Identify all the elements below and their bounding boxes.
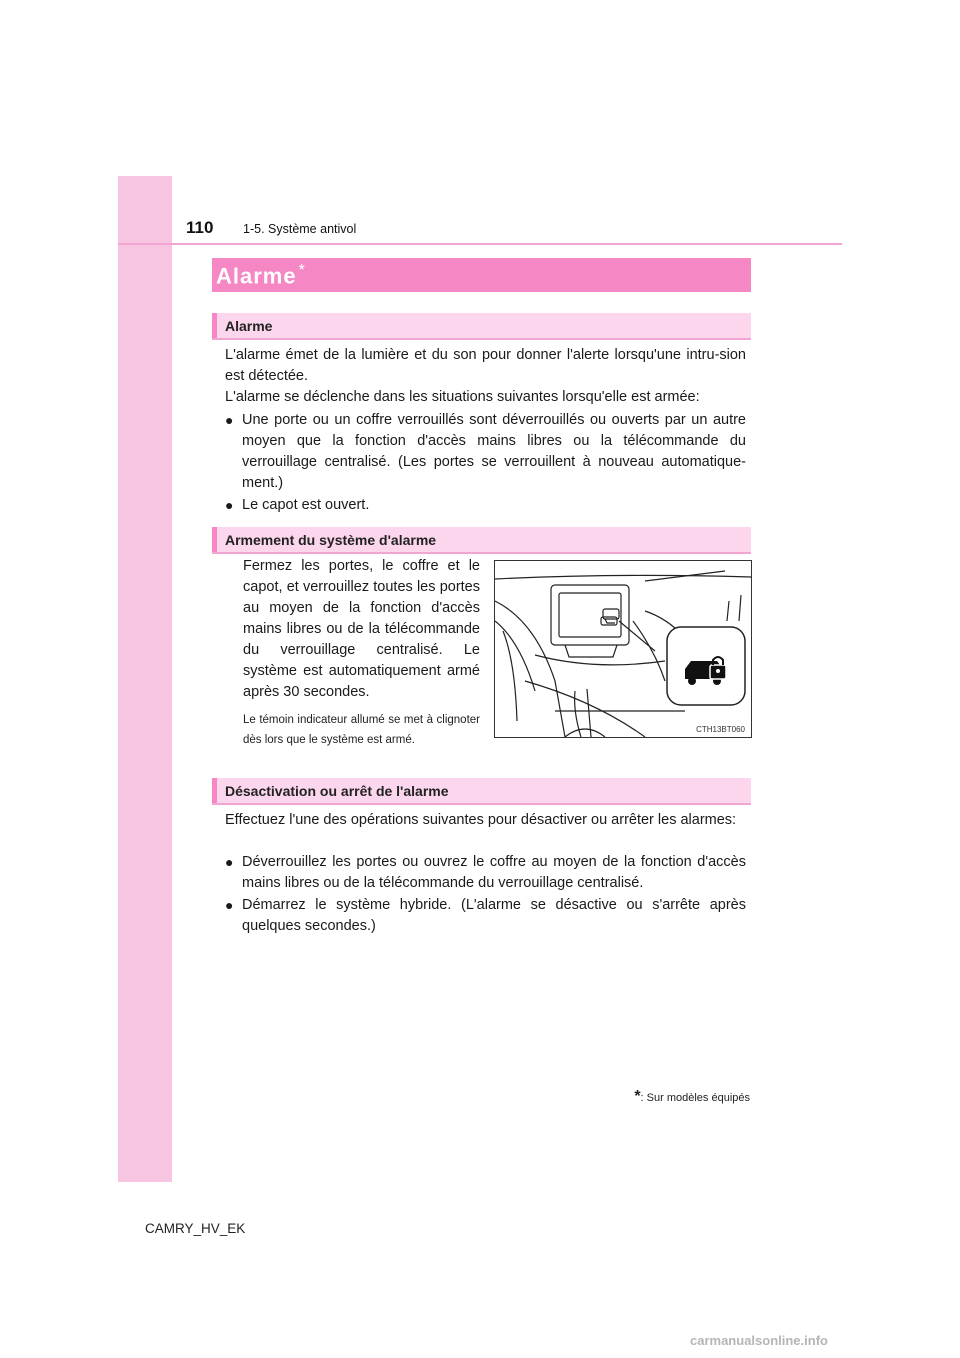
arming-body: Fermez les portes, le coffre et le capot, et verrouillez toutes les portes au moyen de la fonction d'accès mains libres ou de la télécommande du verrouillage centralisé. Le système est automatiquement armé après 30 secondes. [243,558,480,700]
dashboard-drawing [495,561,751,737]
watermark: carmanualsonline.info [690,1333,828,1348]
footer-code: CAMRY_HV_EK [145,1221,246,1236]
dashboard-illustration [494,560,752,738]
bullet-icon: ● [225,897,234,913]
list-item [225,410,746,494]
list-item [225,495,746,516]
alarm-intro-1: L'alarme émet de la lumière et du son pour donner l'alerte lorsqu'une intru-sion est détectée. [225,347,746,384]
side-tab-strip [118,176,172,1182]
list-item-text: Le capot est ouvert. [242,497,370,513]
subheading-arming-text: Armement du système d'alarme [225,532,437,548]
arming-note: Le témoin indicateur allumé se met à clignoter dès lors que le système est armé. [243,714,480,746]
illustration-code: CTH13BT060 [696,725,745,734]
subheading-arming [212,527,751,554]
car-lock-icon [667,627,745,705]
page-title-text: Alarme [216,263,297,289]
bullet-icon: ● [225,854,234,870]
asterisk-icon: * [298,262,306,279]
page-title [216,262,306,289]
page-number: 110 [186,218,214,237]
bullet-icon: ● [225,497,234,513]
subheading-deactivation-text: Désactivation ou arrêt de l'alarme [225,783,449,799]
list-item-text: Déverrouillez les portes ou ouvrez le coffre au moyen de la fonction d'accès mains libres ou de la télécommande du verrouillage centralisé. [242,854,746,891]
footnote-text: : Sur modèles équipés [640,1092,750,1104]
list-item [225,852,746,894]
header-divider [118,243,842,245]
list-item-text: Démarrez le système hybride. (L'alarme se désactive ou s'arrête après quelques secondes.) [242,897,746,934]
subheading-alarm-text: Alarme [225,318,273,334]
subheading-deactivation [212,778,751,805]
subheading-alarm [212,313,751,340]
section-title: 1-5. Système antivol [243,222,357,236]
list-item [225,895,746,937]
list-item-text: Une porte ou un coffre verrouillés sont déverrouillés ou ouverts par un autre moyen que la fonction d'accès mains libres ou la télécommande du verrouillage centralisé. (Les portes se verrouillent à nouveau automatique-ment.) [242,412,746,491]
bullet-icon: ● [225,412,234,428]
deactivation-intro: Effectuez l'une des opérations suivantes pour désactiver ou arrêter les alarmes: [225,812,737,828]
asterisk-icon: * [634,1088,641,1105]
alarm-intro-2: L'alarme se déclenche dans les situations suivantes lorsqu'elle est armée: [225,389,700,405]
footnote [600,1088,750,1106]
